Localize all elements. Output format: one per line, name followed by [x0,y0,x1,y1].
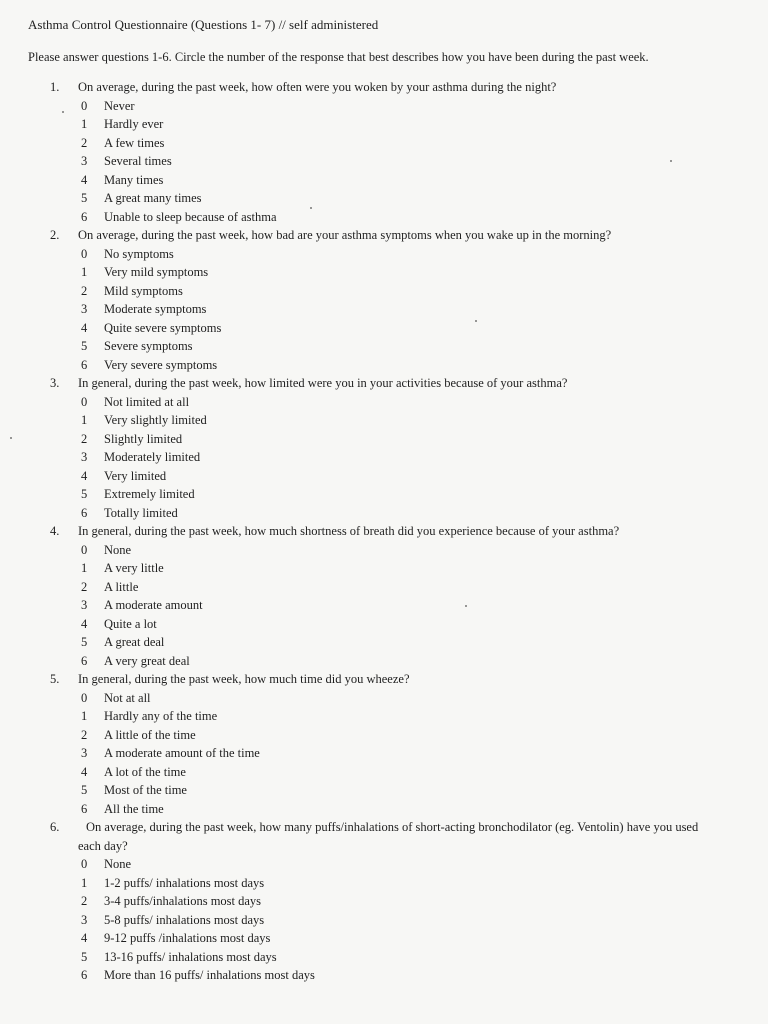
response-label: Totally limited [104,505,178,520]
question-text: On average, during the past week, how often were you woken by your asthma during the night? [78,80,557,94]
response-number[interactable]: 6 [81,801,88,816]
response-option[interactable] [0,210,768,229]
scan-speck [670,160,672,162]
response-number[interactable]: 4 [81,468,88,483]
scan-speck [465,605,467,607]
response-option[interactable] [0,894,768,913]
response-number[interactable]: 6 [81,209,88,224]
response-option[interactable] [0,968,768,987]
response-number[interactable]: 2 [81,431,88,446]
response-label: A very great deal [104,653,190,668]
response-option[interactable] [0,487,768,506]
questions-list [0,80,768,987]
response-option[interactable] [0,247,768,266]
response-label: Several times [104,154,172,168]
response-label: Quite a lot [104,616,157,631]
response-option[interactable] [0,506,768,525]
response-label: Not limited at all [104,394,190,409]
response-number[interactable]: 3 [81,302,88,316]
response-label: Not at all [104,690,151,705]
question-number: 5. [50,672,60,686]
response-label: Hardly any of the time [104,709,218,723]
response-label: A few times [104,135,165,150]
scan-speck [310,207,312,209]
response-label: Very mild symptoms [104,265,209,279]
response-number[interactable]: 4 [81,616,88,631]
response-options [0,99,768,229]
response-label: A moderate amount [104,598,203,612]
response-option[interactable] [0,173,768,192]
response-label: All the time [104,801,164,816]
question-number: 3. [50,376,60,390]
response-number[interactable]: 1 [81,413,88,427]
instructions-text: Please answer questions 1-6. Circle the number of the response that best describes how you have been during the past week. [28,50,649,64]
response-number[interactable]: 4 [81,931,88,945]
document-title: Asthma Control Questionnaire (Questions 1- 7) // self administered [28,17,379,32]
response-number[interactable]: 3 [81,912,88,927]
question-text: On average, during the past week, how bad are your asthma symptoms when you wake up in the morning? [78,228,612,242]
response-number[interactable]: 2 [81,894,88,908]
response-number[interactable]: 5 [81,191,88,205]
response-label: Quite severe symptoms [104,320,222,335]
response-label: 3-4 puffs/inhalations most days [104,894,262,908]
response-number[interactable]: 5 [81,783,88,797]
response-label: None [104,857,132,871]
response-number[interactable]: 0 [81,394,88,409]
response-label: Hardly ever [104,117,164,131]
response-number[interactable]: 5 [81,949,88,964]
response-label: A little of the time [104,727,196,742]
question-number: 2. [50,228,60,242]
response-number[interactable]: 6 [81,357,88,372]
response-options [0,857,768,987]
response-label: Moderate symptoms [104,302,207,316]
question-header [0,820,768,839]
question-3 [0,376,768,524]
response-number[interactable]: 1 [81,561,88,575]
response-number[interactable]: 0 [81,857,88,871]
response-number[interactable]: 0 [81,542,88,557]
response-option[interactable] [0,857,768,876]
response-option[interactable] [0,432,768,451]
response-option[interactable] [0,302,768,321]
response-number[interactable]: 1 [81,875,88,890]
response-label: A moderate amount of the time [104,746,260,760]
response-option[interactable] [0,450,768,469]
response-number[interactable]: 3 [81,450,88,464]
response-option[interactable] [0,321,768,340]
question-header [0,672,768,691]
response-label: No symptoms [104,246,174,261]
response-label: Very slightly limited [104,413,207,427]
response-label: Many times [104,172,164,187]
response-option[interactable] [0,469,768,488]
response-option[interactable] [0,728,768,747]
question-2 [0,228,768,376]
question-4 [0,524,768,672]
question-text: In general, during the past week, how limited were you in your activities because of your asthma? [78,376,568,390]
response-option[interactable] [0,580,768,599]
response-number[interactable]: 0 [81,690,88,705]
response-number[interactable]: 6 [81,505,88,520]
response-option[interactable] [0,654,768,673]
response-label: Never [104,98,135,113]
response-label: A great deal [104,635,165,649]
response-option[interactable] [0,358,768,377]
response-option[interactable] [0,913,768,932]
response-number[interactable]: 5 [81,487,88,501]
response-option[interactable] [0,691,768,710]
scan-speck [62,111,64,113]
question-number: 1. [50,80,60,94]
response-number[interactable]: 0 [81,98,88,113]
question-header [0,80,768,99]
response-option[interactable] [0,617,768,636]
response-option[interactable] [0,154,768,173]
question-number: 4. [50,524,60,538]
question-1 [0,80,768,228]
response-number[interactable]: 6 [81,968,88,982]
scan-speck [475,320,477,322]
response-number[interactable]: 4 [81,764,88,779]
response-label: 5-8 puffs/ inhalations most days [104,912,265,927]
question-number: 6. [50,820,60,834]
response-options [0,395,768,525]
response-options [0,247,768,377]
response-label: 13-16 puffs/ inhalations most days [104,949,277,964]
response-label: Extremely limited [104,487,195,501]
response-option[interactable] [0,284,768,303]
response-label: A lot of the time [104,764,186,779]
response-options [0,691,768,821]
response-number[interactable]: 3 [81,746,88,760]
response-number[interactable]: 2 [81,579,88,594]
response-option[interactable] [0,635,768,654]
response-label: Unable to sleep because of asthma [104,209,277,224]
response-number[interactable]: 3 [81,154,88,168]
response-option[interactable] [0,339,768,358]
response-number[interactable]: 5 [81,339,88,353]
question-text: In general, during the past week, how much time did you wheeze? [78,672,410,686]
response-label: Mild symptoms [104,283,183,298]
response-label: Slightly limited [104,431,183,446]
response-option[interactable] [0,783,768,802]
response-options [0,543,768,673]
response-option[interactable] [0,598,768,617]
response-number[interactable]: 2 [81,727,88,742]
response-label: Very severe symptoms [104,357,218,372]
response-number[interactable]: 0 [81,246,88,261]
response-option[interactable] [0,413,768,432]
response-option[interactable] [0,117,768,136]
response-option[interactable] [0,746,768,765]
question-5 [0,672,768,820]
response-label: None [104,542,132,557]
response-option[interactable] [0,802,768,821]
response-number[interactable]: 4 [81,320,88,335]
question-6 [0,820,768,987]
response-number[interactable]: 2 [81,135,88,150]
response-label: More than 16 puffs/ inhalations most days [104,968,315,982]
question-text: In general, during the past week, how much shortness of breath did you experience because of your asthma? [78,524,620,538]
response-label: Very limited [104,468,167,483]
question-text-continued: each day? [78,838,128,853]
response-label: 1-2 puffs/ inhalations most days [104,875,265,890]
response-option[interactable] [0,99,768,118]
response-number[interactable]: 1 [81,117,88,131]
response-label: Moderately limited [104,450,201,464]
response-option[interactable] [0,265,768,284]
question-header [0,376,768,395]
question-header [0,524,768,543]
response-number[interactable]: 1 [81,265,88,279]
response-option[interactable] [0,709,768,728]
response-label: A very little [104,561,164,575]
response-number[interactable]: 1 [81,709,88,723]
response-option[interactable] [0,765,768,784]
response-label: A little [104,579,139,594]
response-label: A great many times [104,191,202,205]
response-option[interactable] [0,136,768,155]
response-number[interactable]: 4 [81,172,88,187]
scan-speck [10,437,12,439]
question-header [0,228,768,247]
response-number[interactable]: 5 [81,635,88,649]
question-text: On average, during the past week, how many puffs/inhalations of short-acting bronchodilator (eg. Ventolin) have you used [86,820,699,834]
response-number[interactable]: 6 [81,653,88,668]
response-option[interactable] [0,950,768,969]
response-option[interactable] [0,561,768,580]
response-option[interactable] [0,543,768,562]
response-label: Most of the time [104,783,187,797]
response-option[interactable] [0,191,768,210]
response-label: Severe symptoms [104,339,193,353]
response-option[interactable] [0,395,768,414]
response-number[interactable]: 2 [81,283,88,298]
response-option[interactable] [0,876,768,895]
response-label: 9-12 puffs /inhalations most days [104,931,271,945]
response-option[interactable] [0,931,768,950]
response-number[interactable]: 3 [81,598,88,612]
